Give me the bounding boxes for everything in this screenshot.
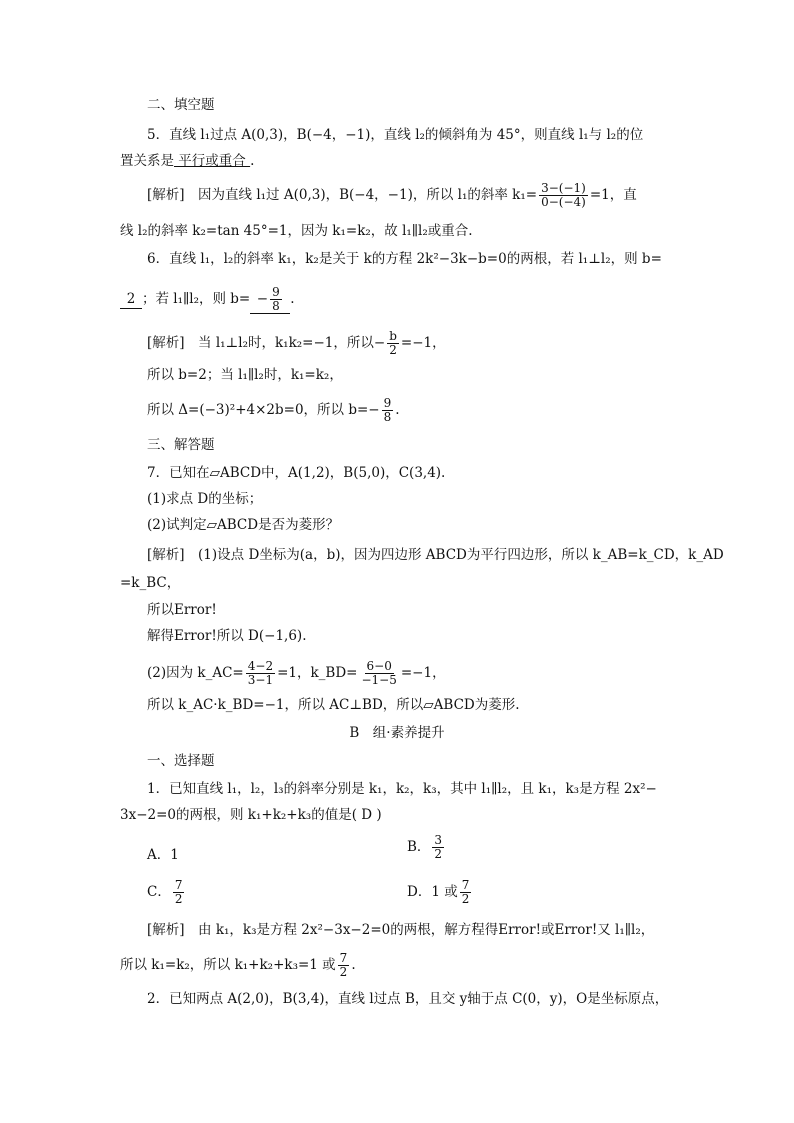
q6-solution-line1: [解析] 当 l₁⊥l₂时，k₁k₂=−1，所以− $\frac{b}{2}$ =−1，: [147, 329, 446, 357]
group-b-heading: B 组·素养提升: [349, 725, 445, 741]
q7-solution-line3: 所以Error!: [147, 602, 217, 618]
b1-solution-line2: 所以 k₁=k₂，所以 k₁+k₂+k₃=1 或 $\frac{7}{2}$ .: [120, 951, 356, 979]
b2-stem: 2．已知两点 A(2,0)，B(3,4)，直线 l过点 B，且交 y轴于点 C(0，y)，O是坐标原点，: [147, 991, 669, 1007]
q5-stem-line2: 置关系是 平行或重合 .: [120, 153, 255, 169]
q6-answer-2: − $\frac{9}{8}$: [250, 286, 290, 314]
section-heading-fill-blank: 二、填空题: [147, 97, 215, 113]
q6-stem-line2: 2 ；若 l₁∥l₂，则 b= − $\frac{9}{8}$ .: [120, 286, 295, 314]
b1-stem-line2: 3x−2=0的两根，则 k₁+k₂+k₃的值是( D ): [120, 807, 382, 823]
option-b: B． $\frac{3}{2}$: [407, 833, 443, 861]
q5-solution-line2: 线 l₂的斜率 k₂=tan 45°=1，因为 k₁=k₂，故 l₁∥l₂或重合.: [120, 223, 473, 239]
q7-stem: 7．已知在▱ABCD中，A(1,2)，B(5,0)，C(3,4).: [147, 465, 446, 481]
kbd-fraction: $\frac{6-0}{-1-5}$: [361, 659, 397, 687]
seven-halves-fraction: $\frac{7}{2}$: [339, 951, 348, 979]
q7-solution-line4: 解得Error!所以 D(−1,6).: [147, 628, 307, 644]
option-d: D．1 或 $\frac{7}{2}$: [407, 878, 470, 906]
b-over-2-fraction: $\frac{b}{2}$: [389, 329, 397, 357]
q5-solution-line1: [解析] 因为直线 l₁过 A(0,3)，B(−4，−1)，所以 l₁的斜率 k₁= $\frac{3-(-1)}{0-(-4)}$ =1，直: [147, 181, 637, 209]
q6-answer-1: 2: [120, 290, 142, 309]
q7-solution-line6: 所以 k_AC·k_BD=−1，所以 AC⊥BD，所以▱ABCD为菱形.: [147, 697, 520, 713]
q5-answer: 平行或重合: [174, 153, 251, 169]
q7-solution-line5: (2)因为 k_AC= $\frac{4-2}{3-1}$ =1，k_BD= $\frac{6-0}{-1-5}$ =−1，: [147, 659, 446, 687]
q5-stem-line1: 5．直线 l₁过点 A(0,3)，B(−4，−1)，直线 l₂的倾斜角为 45°，则直线 l₁与 l₂的位: [147, 127, 644, 143]
q6-stem-line1: 6．直线 l₁，l₂的斜率 k₁，k₂是关于 k的方程 2k²−3k−b=0的两根，若 l₁⊥l₂，则 b=: [147, 251, 662, 267]
q6-solution-line3: 所以 Δ=(−3)²+4×2b=0，所以 b=− $\frac{9}{8}$ .: [147, 396, 400, 424]
option-a: A．1: [147, 847, 179, 863]
q5-slope-fraction: $\frac{3-(-1)}{0-(-4)}$: [541, 181, 586, 209]
b1-stem-line1: 1．已知直线 l₁，l₂，l₃的斜率分别是 k₁，k₂，k₃，其中 l₁∥l₂，且 k₁，k₃是方程 2x²−: [147, 781, 657, 797]
q7-solution-line1: [解析] (1)设点 D坐标为(a，b)，因为四边形 ABCD为平行四边形，所以 k_AB=k_CD，k_AD: [147, 547, 724, 563]
q6-solution-line2: 所以 b=2；当 l₁∥l₂时，k₁=k₂，: [147, 367, 343, 383]
section-heading-choice: 一、选择题: [147, 753, 215, 769]
kac-fraction: $\frac{4-2}{3-1}$: [247, 659, 274, 687]
q7-solution-line2: =k_BC，: [120, 575, 181, 591]
b1-solution-line1: [解析] 由 k₁，k₃是方程 2x²−3x−2=0的两根，解方程得Error!或Error!又 l₁∥l₂，: [147, 922, 655, 938]
section-heading-solve: 三、解答题: [147, 437, 215, 453]
nine-eighths-fraction: $\frac{9}{8}$: [383, 396, 392, 424]
q7-part1: (1)求点 D的坐标；: [147, 491, 263, 507]
q7-part2: (2)试判定▱ABCD是否为菱形？: [147, 517, 340, 533]
option-c: C． $\frac{7}{2}$: [147, 878, 183, 906]
